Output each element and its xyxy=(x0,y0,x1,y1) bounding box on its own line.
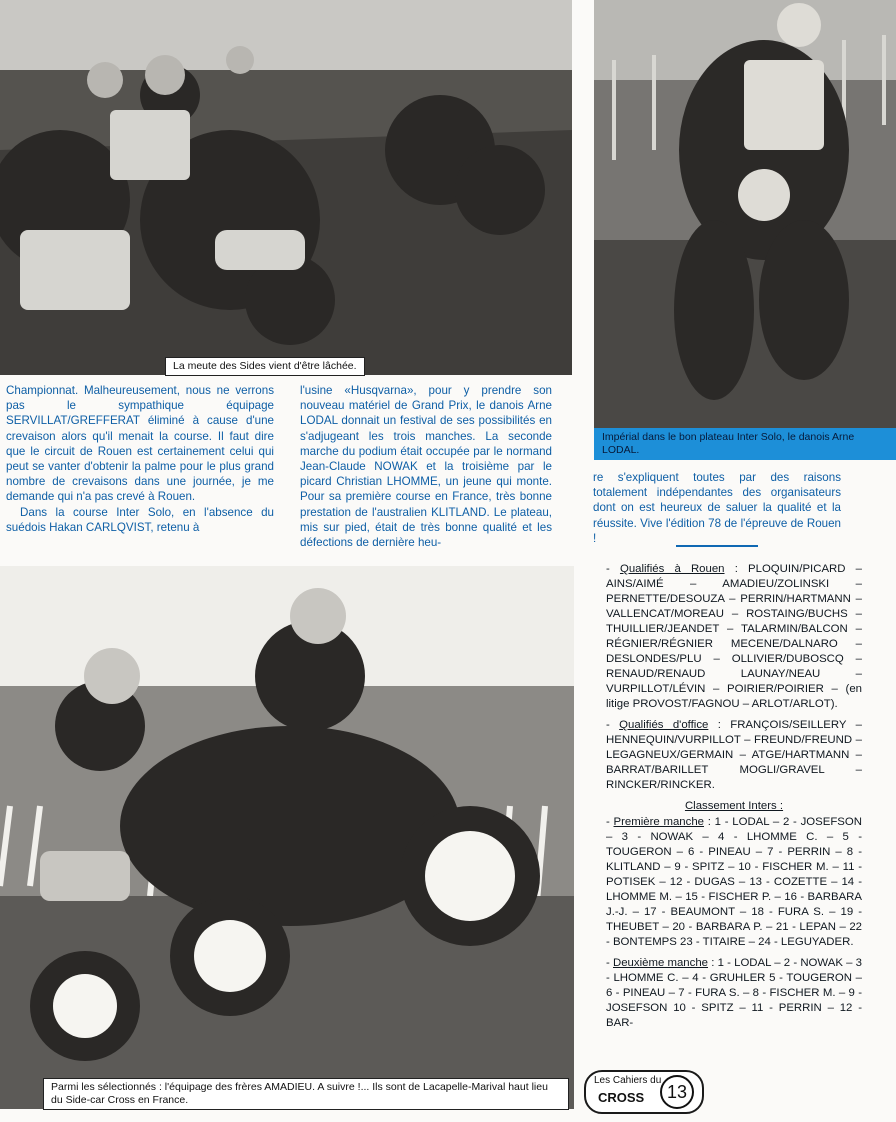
article-column-2 xyxy=(300,383,552,550)
manche-2: - Deuxième manche : 1 - LODAL – 2 - NOWAK – 3 - LHOMME C. – 4 - GRUHLER 5 - TOUGERON – 6 - PINEAU – 7 - FURA S. – 8 - FISCHER M. – 9 - JOSEFSON 10 - SPITZ – 11 - PERRIN – 12 - BAR- xyxy=(606,957,862,1029)
photo-amadieu xyxy=(0,566,574,1109)
manche-1-label: Première manche xyxy=(613,816,704,828)
manche-2-text: : 1 - LODAL – 2 - NOWAK – 3 - LHOMME C. – 4 - GRUHLER 5 - TOUGERON – 6 - PINEAU – 7 - FURA S. – 8 - FISCHER M. – 9 - JOSEFSON 10 - SPITZ – 11 - PERRIN – 12 - BAR- xyxy=(606,957,862,1029)
manche-1-text: : 1 - LODAL – 2 - JOSEFSON – 3 - NOWAK – 4 - LHOMME C. – 5 - TOUGERON – 6 - PINEAU – 7 - PERRIN – 8 - KLITLAND – 9 - SPITZ – 10 - FISCHER M. – 11 - POTISEK – 12 - DUGAS – 13 - COZETTE – 14 - LHOMME M. – 15 - FISCHER P. – 16 - BARBARA J.-J. – 17 - BEAUMONT – 18 - FURA S. – 19 - THEUBET – 20 - BARBARA P. – 21 - LEPAN – 22 - BONTEMPS 23 - TITAIRE – 24 - LEGUYADER. xyxy=(606,816,862,948)
manche-2-label: Deuxième manche xyxy=(613,957,709,969)
caption-bottom: Parmi les sélectionnés : l'équipage des frères AMADIEU. A suivre !... Ils sont de Lacapelle-Marival haut lieu du Side-car Cross en France. xyxy=(43,1078,569,1110)
manche-1: - Première manche : 1 - LODAL – 2 - JOSEFSON – 3 - NOWAK – 4 - LHOMME C. – 5 - TOUGERON – 6 - PINEAU – 7 - PERRIN – 8 - KLITLAND – 9 - SPITZ – 10 - FISCHER M. – 11 - POTISEK – 12 - DUGAS – 13 - COZETTE – 14 - LHOMME M. – 15 - FISCHER P. – 16 - BARBARA J.-J. – 17 - BEAUMONT – 18 - FURA S. – 19 - THEUBET – 20 - BARBARA P. – 21 - LEPAN – 22 - BONTEMPS 23 - TITAIRE – 24 - LEGUYADER. xyxy=(606,816,862,948)
magazine-name-line1: Les Cahiers du xyxy=(594,1075,662,1086)
article-paragraph: re s'expliquent toutes par des raisons totalement indépendantes des organisateurs dont on est heureux de saluer la qualité et la réussite. Vive l'édition 78 de l'épreuve de Rouen ! xyxy=(593,471,841,545)
divider-rule xyxy=(676,545,758,547)
magazine-logo xyxy=(584,1070,704,1114)
article-paragraph: l'usine «Husqvarna», pour y prendre son nouveau matériel de Grand Prix, le danois Arne LODAL donnait un festival de ses possibilités en s'adjugeant les trois manches. La seconde marche du podium était occupée par le normand Jean-Claude NOWAK et la troisième par le picard Christian LHOMME, un jeune qui monte. Pour sa première course en France, très bonne prestation de l'australien KLITLAND. Le plateau, mis sur pied, était de très bonne qualité et les défections de dernière heu- xyxy=(300,384,552,550)
article-column-1 xyxy=(6,383,274,535)
results-list xyxy=(606,562,862,1037)
qualified-rouen-text: : PLOQUIN/PICARD – AINS/AIMÉ – AMADIEU/ZOLINSKI – PERNETTE/DESOUZA – PERRIN/HARTMANN – VALLENCAT/MOREAU – ROSTAING/BUCHS – THUILLIER/JEANDET – TALARMIN/BALCON – RÉGNIER/RÉGNIER MECENE/DALNARO – DESLONDES/PLU – OLLIVIER/DUBOSCQ – RENAUD/RENAUD LAUNAY/NEAU – VURPILLOT/LÉVIN – POIRIER/POIRIER – (en litige PROVOST/FAGNOU – ARLOT/ARLOT). xyxy=(606,563,862,710)
caption-top-right: Impérial dans le bon plateau Inter Solo, le danois Arne LODAL. xyxy=(594,428,896,460)
classement-title: Classement Inters : xyxy=(684,800,784,812)
qualified-office-label: Qualifiés d'office xyxy=(619,719,709,731)
article-paragraph: Championnat. Malheureusement, nous ne verrons pas le sympathique équipage SERVILLAT/GREFFERAT éliminé à cause d'une crevaison alors qu'il menait la course. Il faut dire que le circuit de Rouen est certainement celui qui peut se vanter d'obtenir la palme pour le plus grand nombre de crevaisons dans une journée, je me demande qui n'a pas crevé à Rouen. xyxy=(6,384,274,504)
page-number: 13 xyxy=(660,1075,694,1109)
qualified-office: - Qualifiés d'office : FRANÇOIS/SEILLERY – HENNEQUIN/VURPILLOT – FREUND/FREUND – LEGAGNEUX/GERMAIN – ATGE/HARTMANN – BARRAT/BARILLET MOGLI/GRAVEL – RINCKER/RINCKER. xyxy=(606,719,862,791)
photo-sidecar-start xyxy=(0,0,572,375)
qualified-rouen: - Qualifiés à Rouen : PLOQUIN/PICARD – AINS/AIMÉ – AMADIEU/ZOLINSKI – PERNETTE/DESOUZA – PERRIN/HARTMANN – VALLENCAT/MOREAU – ROSTAING/BUCHS – THUILLIER/JEANDET – TALARMIN/BALCON – RÉGNIER/RÉGNIER MECENE/DALNARO – DESLONDES/PLU – OLLIVIER/DUBOSCQ – RENAUD/RENAUD LAUNAY/NEAU – VURPILLOT/LÉVIN – POIRIER/POIRIER – (en litige PROVOST/FAGNOU – ARLOT/ARLOT). xyxy=(606,563,862,710)
article-paragraph: Dans la course Inter Solo, en l'absence du suédois Hakan CARLQVIST, retenu à xyxy=(6,505,274,534)
photo-lodal xyxy=(594,0,896,428)
caption-top-left: La meute des Sides vient d'être lâchée. xyxy=(165,357,365,376)
magazine-name-line2: CROSS xyxy=(598,1090,645,1105)
qualified-rouen-label: Qualifiés à Rouen xyxy=(619,563,725,575)
qualified-office-text: : FRANÇOIS/SEILLERY – HENNEQUIN/VURPILLOT – FREUND/FREUND – LEGAGNEUX/GERMAIN – ATGE/HARTMANN – BARRAT/BARILLET MOGLI/GRAVEL – RINCKER/RINCKER. xyxy=(606,719,862,791)
article-column-3 xyxy=(593,470,841,546)
